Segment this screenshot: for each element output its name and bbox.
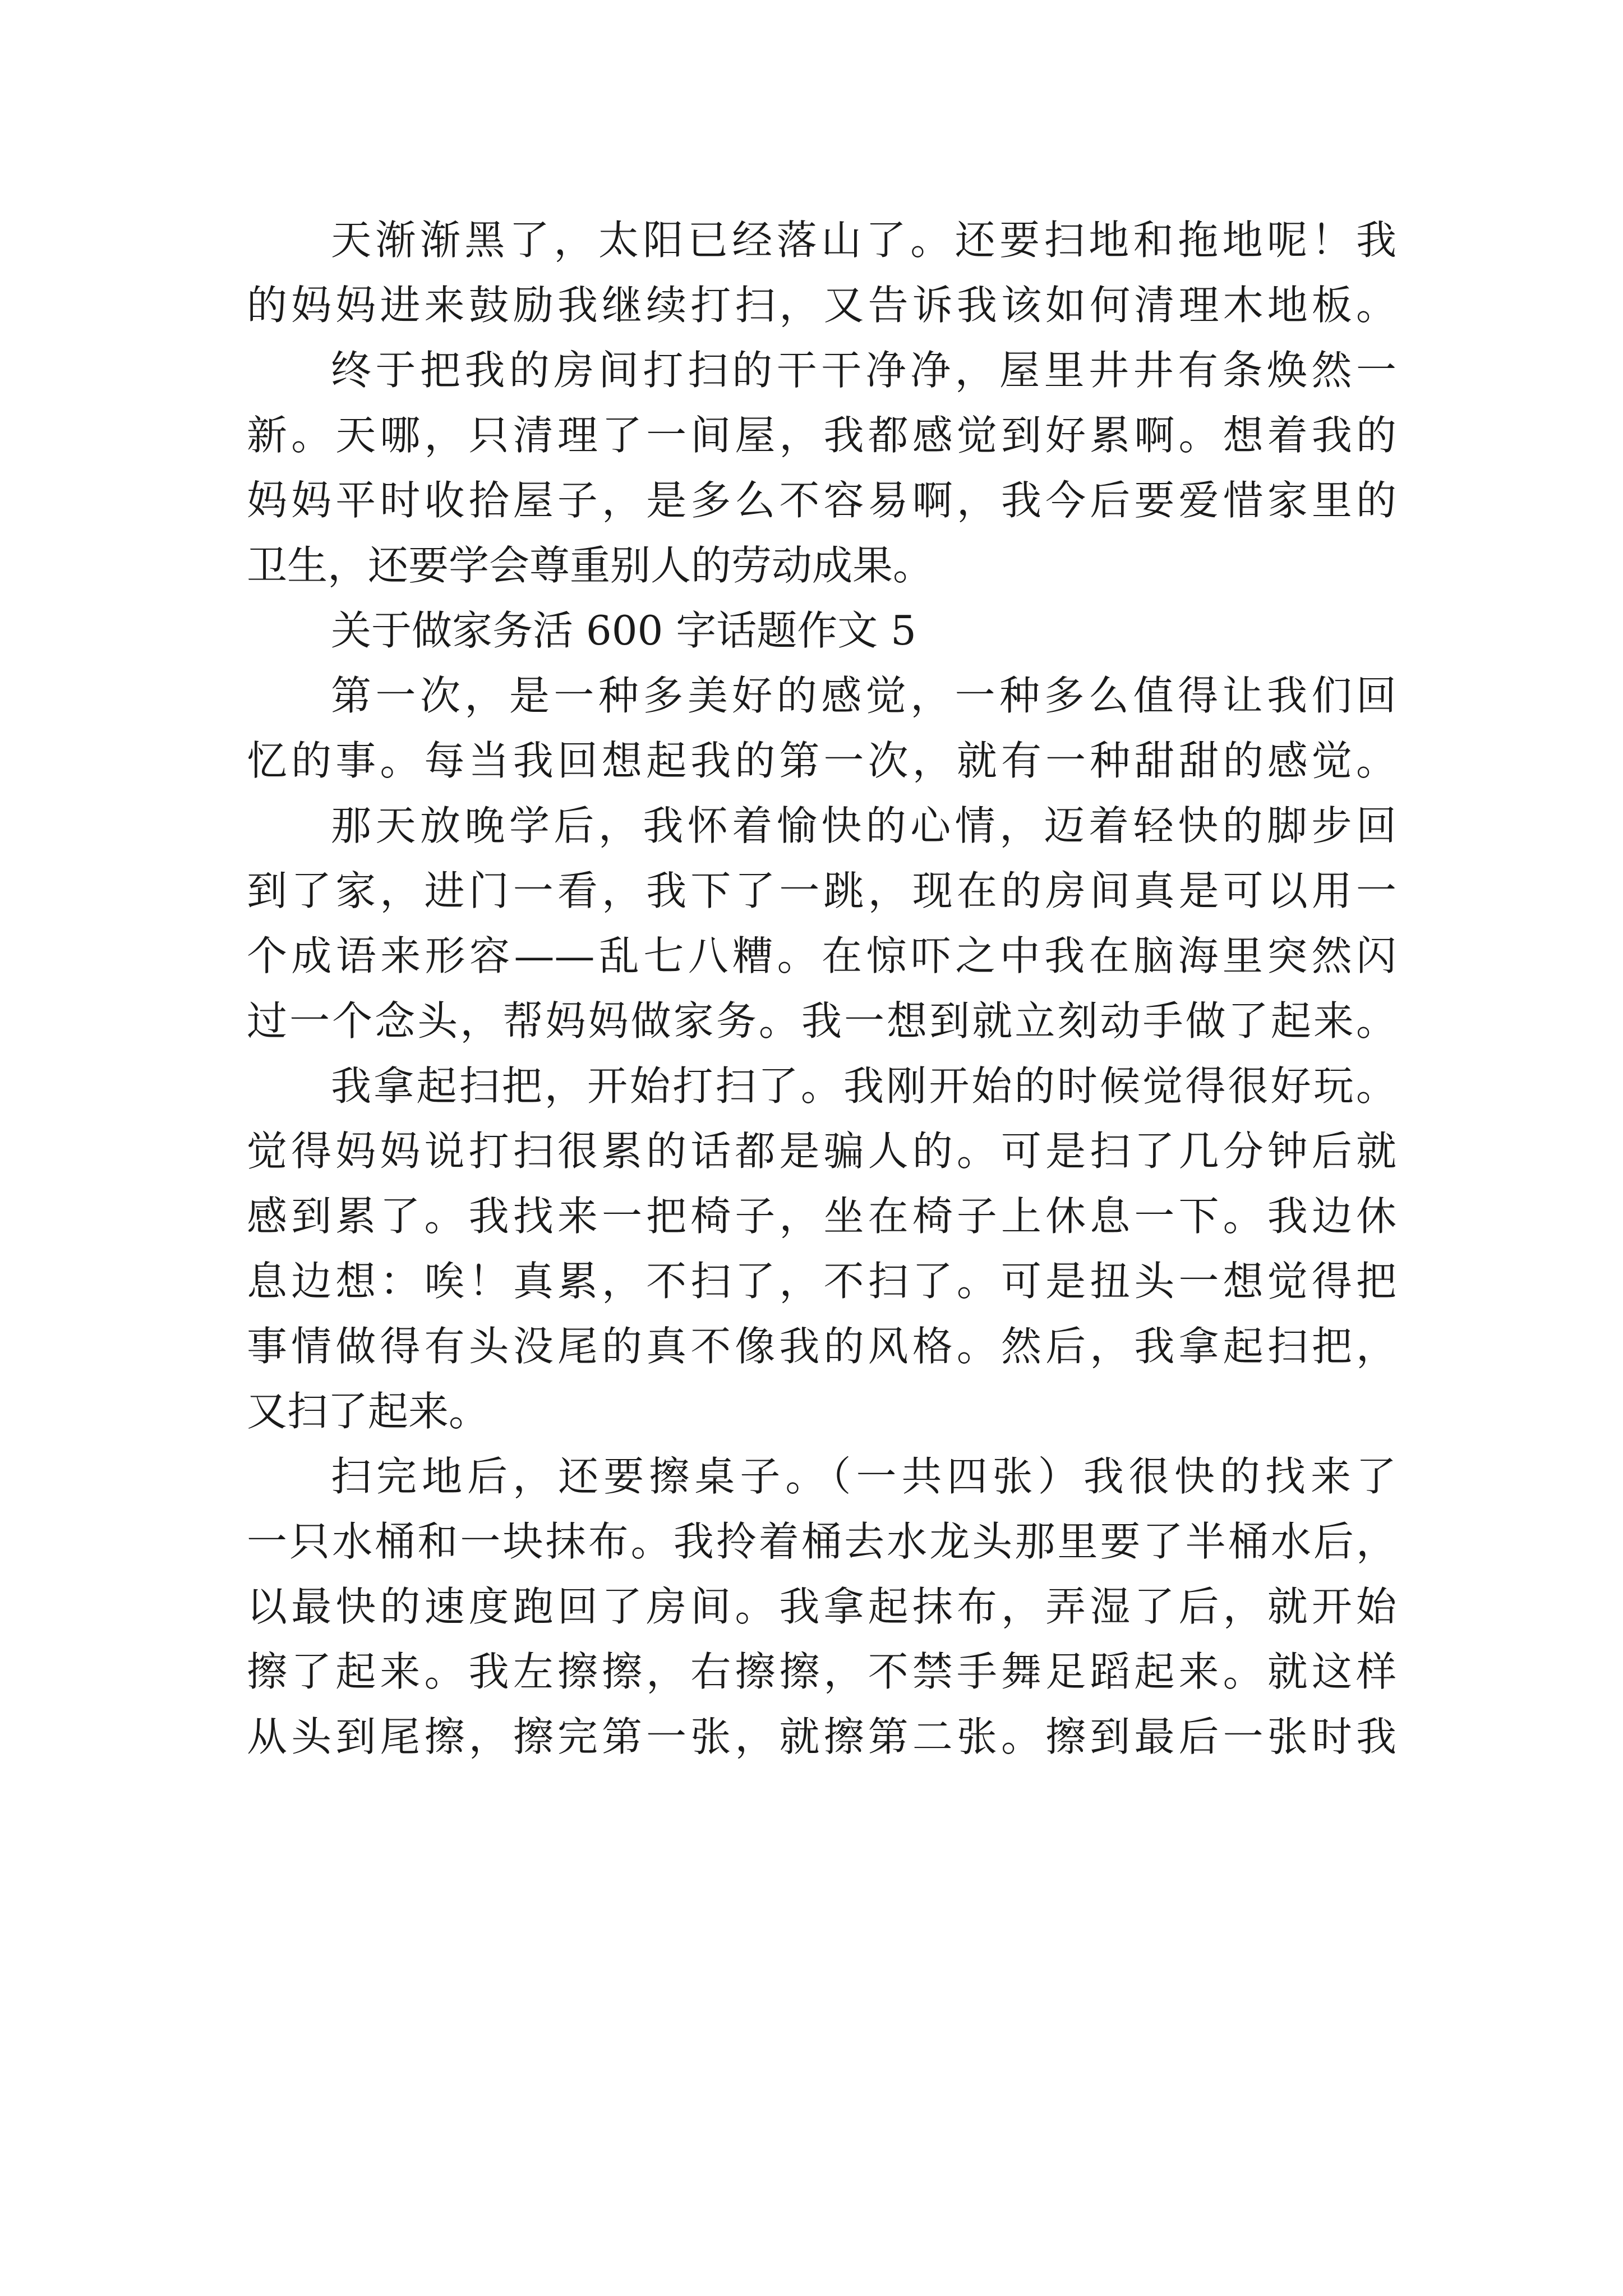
text-line: 终于把我的房间打扫的干干净净，屋里井井有条焕然一 (331, 347, 1396, 394)
text-line: 觉得妈妈说打扫很累的话都是骗人的。可是扫了几分钟后就 (247, 1128, 1396, 1175)
text-line: 擦了起来。我左擦擦，右擦擦，不禁手舞足蹈起来。就这样 (247, 1648, 1396, 1695)
text-line: 息边想：唉！真累，不扫了，不扫了。可是扭头一想觉得把 (247, 1258, 1396, 1305)
text-line: 又扫了起来。 (247, 1388, 490, 1435)
text-line: 卫生，还要学会尊重别人的劳动成果。 (247, 542, 934, 589)
text-line: 感到累了。我找来一把椅子，坐在椅子上休息一下。我边休 (247, 1193, 1396, 1240)
essay-text (247, 208, 1396, 1769)
text-line: 第一次，是一种多美好的感觉，一种多么值得让我们回 (331, 672, 1396, 719)
text-line: 到了家，进门一看，我下了一跳，现在的房间真是可以用一 (247, 867, 1396, 914)
text-line: 那天放晚学后，我怀着愉快的心情，迈着轻快的脚步回 (331, 802, 1396, 849)
text-line: 忆的事。每当我回想起我的第一次，就有一种甜甜的感觉。 (247, 737, 1396, 784)
text-line: 我拿起扫把，开始打扫了。我刚开始的时候觉得很好玩。 (331, 1062, 1396, 1110)
text-line: 一只水桶和一块抹布。我拎着桶去水龙头那里要了半桶水后， (247, 1518, 1396, 1565)
text-line: 妈妈平时收拾屋子，是多么不容易啊，我今后要爱惜家里的 (247, 477, 1396, 524)
section-heading: 关于做家务活 600 字话题作文 5 (331, 607, 916, 654)
text-line: 过一个念头，帮妈妈做家务。我一想到就立刻动手做了起来。 (247, 997, 1396, 1045)
text-line: 天渐渐黑了，太阳已经落山了。还要扫地和拖地呢！我 (331, 217, 1396, 264)
text-line: 以最快的速度跑回了房间。我拿起抹布，弄湿了后，就开始 (247, 1583, 1396, 1630)
text-line: 事情做得有头没尾的真不像我的风格。然后，我拿起扫把， (247, 1323, 1396, 1370)
text-line: 个成语来形容——乱七八糟。在惊吓之中我在脑海里突然闪 (247, 932, 1396, 979)
text-line: 从头到尾擦，擦完第一张，就擦第二张。擦到最后一张时我 (247, 1713, 1396, 1760)
text-line: 的妈妈进来鼓励我继续打扫，又告诉我该如何清理木地板。 (247, 282, 1396, 329)
text-line: 扫完地后，还要擦桌子。（一共四张）我很快的找来了 (331, 1453, 1396, 1500)
text-line: 新。天哪，只清理了一间屋，我都感觉到好累啊。想着我的 (247, 412, 1396, 459)
